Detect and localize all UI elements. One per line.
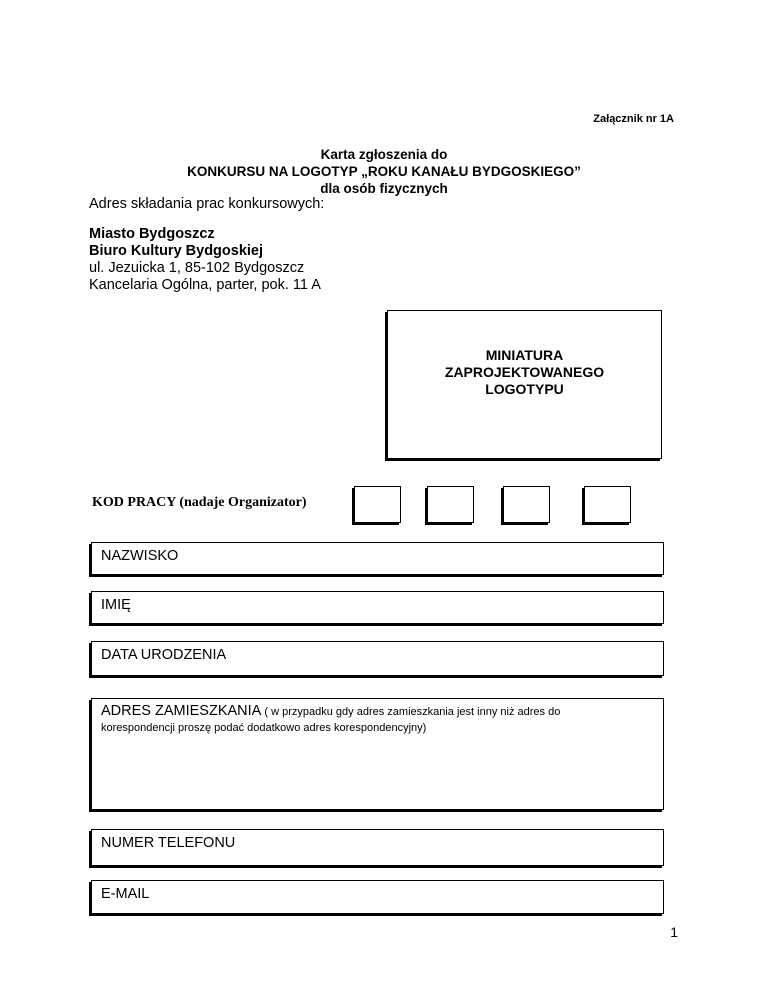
logo-box-label	[445, 347, 604, 398]
logo-thumbnail-box	[387, 310, 662, 459]
address-line-street: ul. Jezuicka 1, 85-102 Bydgoszcz	[89, 260, 305, 276]
phone-field[interactable]	[91, 829, 664, 866]
logo-box-label-line-1: MINIATURA	[485, 347, 564, 363]
work-code-box-3[interactable]	[503, 486, 550, 523]
home-address-note-part-1: ( w przypadku gdy adres zamieszkania jest inny niż adres do	[261, 706, 561, 718]
title-line-2: KONKURSU NA LOGOTYP „ROKU KANAŁU BYDGOSKIEGO”	[187, 164, 581, 179]
birth-date-field[interactable]	[91, 641, 664, 676]
address-line-office: Biuro Kultury Bydgoskiej	[89, 243, 264, 259]
home-address-field[interactable]	[91, 698, 664, 810]
birth-date-label: DATA URODZENIA	[101, 647, 227, 663]
phone-label: NUMER TELEFONU	[101, 835, 236, 851]
work-code-box-2[interactable]	[427, 486, 474, 523]
logo-box-label-line-2: ZAPROJEKTOWANEGO	[444, 364, 605, 380]
first-name-label: IMIĘ	[101, 597, 131, 613]
first-name-field[interactable]	[91, 591, 664, 624]
address-line-room: Kancelaria Ogólna, parter, pok. 11 A	[89, 277, 321, 293]
work-code-box-1[interactable]	[354, 486, 401, 523]
work-code-box-4[interactable]	[584, 486, 631, 523]
page-number: 1	[670, 924, 678, 940]
home-address-label: ADRES ZAMIESZKANIA	[101, 703, 262, 719]
title-line-3: dla osób fizycznych	[320, 181, 448, 196]
form-title	[0, 146, 768, 197]
address-intro: Adres składania prac konkursowych:	[89, 196, 325, 212]
title-line-1: Karta zgłoszenia do	[320, 147, 448, 162]
surname-field[interactable]	[91, 542, 664, 575]
surname-label: NAZWISKO	[101, 548, 179, 564]
email-label: E-MAIL	[101, 886, 150, 902]
logo-box-label-line-3: LOGOTYPU	[485, 381, 564, 397]
submission-address	[89, 226, 321, 294]
home-address-note-part-2: korespondencji proszę podać dodatkowo adres korespondencyjny)	[101, 722, 427, 734]
attachment-label: Załącznik nr 1A	[593, 113, 674, 125]
address-line-city: Miasto Bydgoszcz	[89, 226, 215, 242]
email-field[interactable]	[91, 880, 664, 914]
work-code-label: KOD PRACY (nadaje Organizator)	[92, 495, 307, 510]
